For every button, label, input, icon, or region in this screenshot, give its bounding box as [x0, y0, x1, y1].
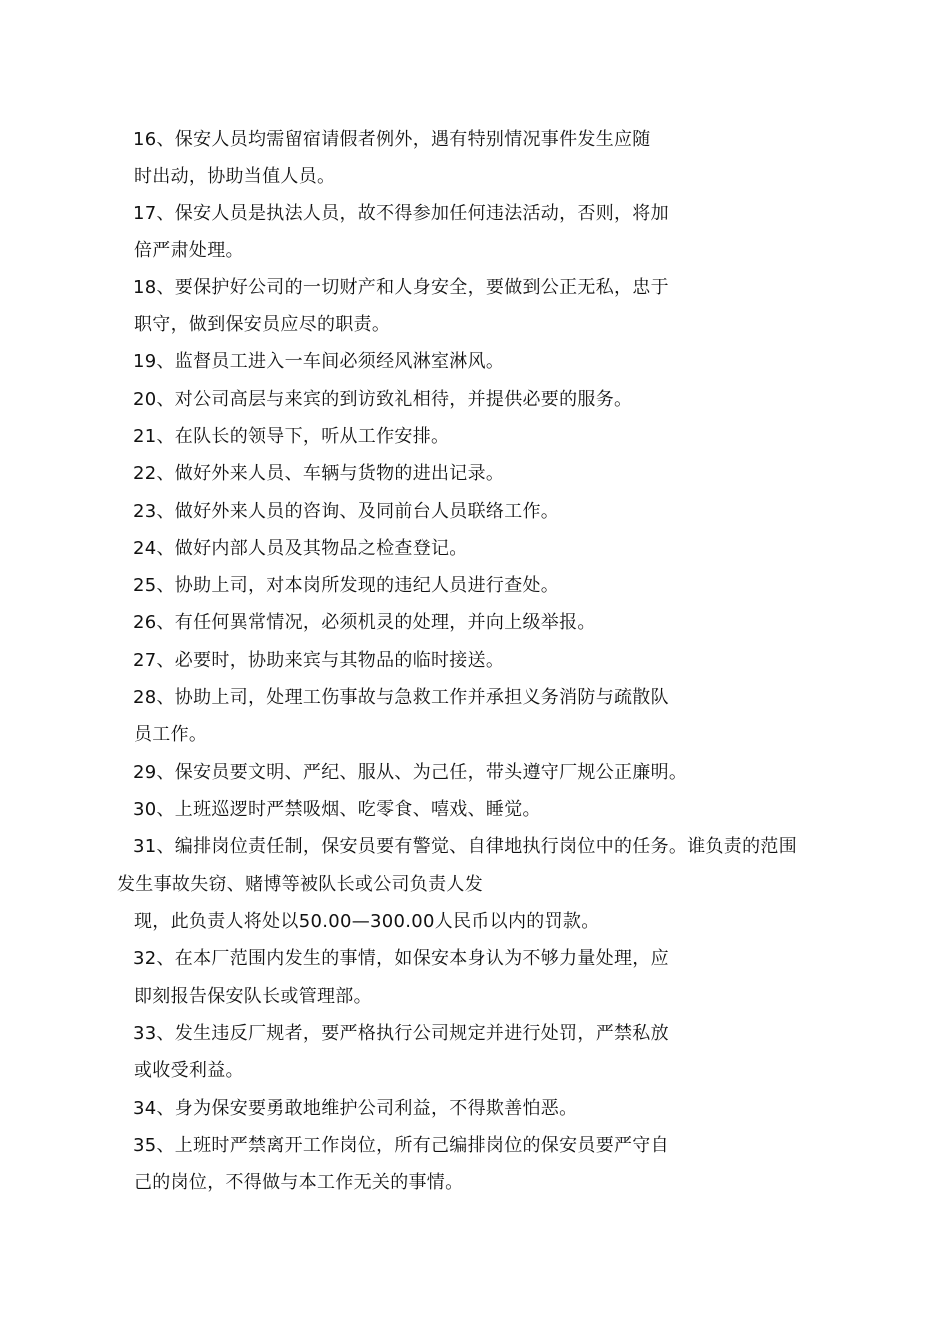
- rule-23-line: 23、做好外来人员的咨询、及同前台人员联络工作。: [133, 501, 560, 522]
- rule-25-line: 25、协助上司，对本岗所发现的违纪人员进行查处。: [133, 575, 560, 596]
- rule-20-line: 20、对公司高层与来宾的到访致礼相待，并提供必要的服务。: [133, 389, 633, 410]
- rule-26-line: 26、有任何異常情况，必须机灵的处理，并向上级举报。: [133, 612, 596, 633]
- rule-28-line-2: 员工作。: [134, 724, 208, 745]
- rule-28-line-1: 28、协助上司，处理工伤事故与急救工作并承担义务消防与疏散队: [133, 687, 669, 708]
- rule-31-line-2: 发生事故失窃、赌博等被队长或公司负责人发: [117, 874, 483, 895]
- rule-35-line-1: 35、上班时严禁离开工作岗位，所有己编排岗位的保安员要严守自: [133, 1135, 669, 1156]
- rule-19-line: 19、监督员工进入一车间必须经风淋室淋风。: [133, 351, 505, 372]
- rule-35-line-2: 己的岗位，不得做与本工作无关的事情。: [134, 1172, 464, 1193]
- rule-33-line-2: 或收受利益。: [134, 1060, 244, 1081]
- rule-32-line-2: 即刻报告保安队长或管理部。: [134, 986, 372, 1007]
- rule-32-line-1: 32、在本厂范围内发生的事情，如保安本身认为不够力量处理，应: [133, 948, 669, 969]
- rule-24-line: 24、做好内部人员及其物品之检查登记。: [133, 538, 468, 559]
- rule-18-line-1: 18、要保护好公司的一切财产和人身安全，要做到公正无私，忠于: [133, 277, 669, 298]
- rule-31-line-1: 31、编排岗位责任制，保安员要有警觉、自律地执行岗位中的任务。谁负责的范围: [133, 836, 798, 857]
- rule-33-line-1: 33、发生违反厂规者，要严格执行公司规定并进行处罚，严禁私放: [133, 1023, 669, 1044]
- rule-16-line-1: 16、保安人员均需留宿请假者例外，遇有特别情况事件发生应随: [133, 129, 651, 150]
- rule-30-line: 30、上班巡逻时严禁吸烟、吃零食、嘻戏、睡觉。: [133, 799, 541, 820]
- rule-34-line: 34、身为保安要勇敢地维护公司利益，不得欺善怕恶。: [133, 1098, 578, 1119]
- rule-22-line: 22、做好外来人员、车辆与货物的进出记录。: [133, 463, 505, 484]
- rule-31-line-3: 现，此负责人将处以50.00—300.00人民币以内的罚款。: [134, 911, 600, 932]
- rule-17-line-2: 倍严肃处理。: [134, 240, 244, 261]
- rule-27-line: 27、必要时，协助来宾与其物品的临时接送。: [133, 650, 505, 671]
- rule-16-line-2: 时出动，协助当值人员。: [134, 166, 336, 187]
- rule-29-line: 29、保安员要文明、严纪、服从、为己任，带头遵守厂规公正廉明。: [133, 762, 688, 783]
- rule-21-line: 21、在队长的领导下，听从工作安排。: [133, 426, 450, 447]
- rule-17-line-1: 17、保安人员是执法人员，故不得参加任何违法活动，否则，将加: [133, 203, 669, 224]
- rule-18-line-2: 职守，做到保安员应尽的职责。: [134, 314, 391, 335]
